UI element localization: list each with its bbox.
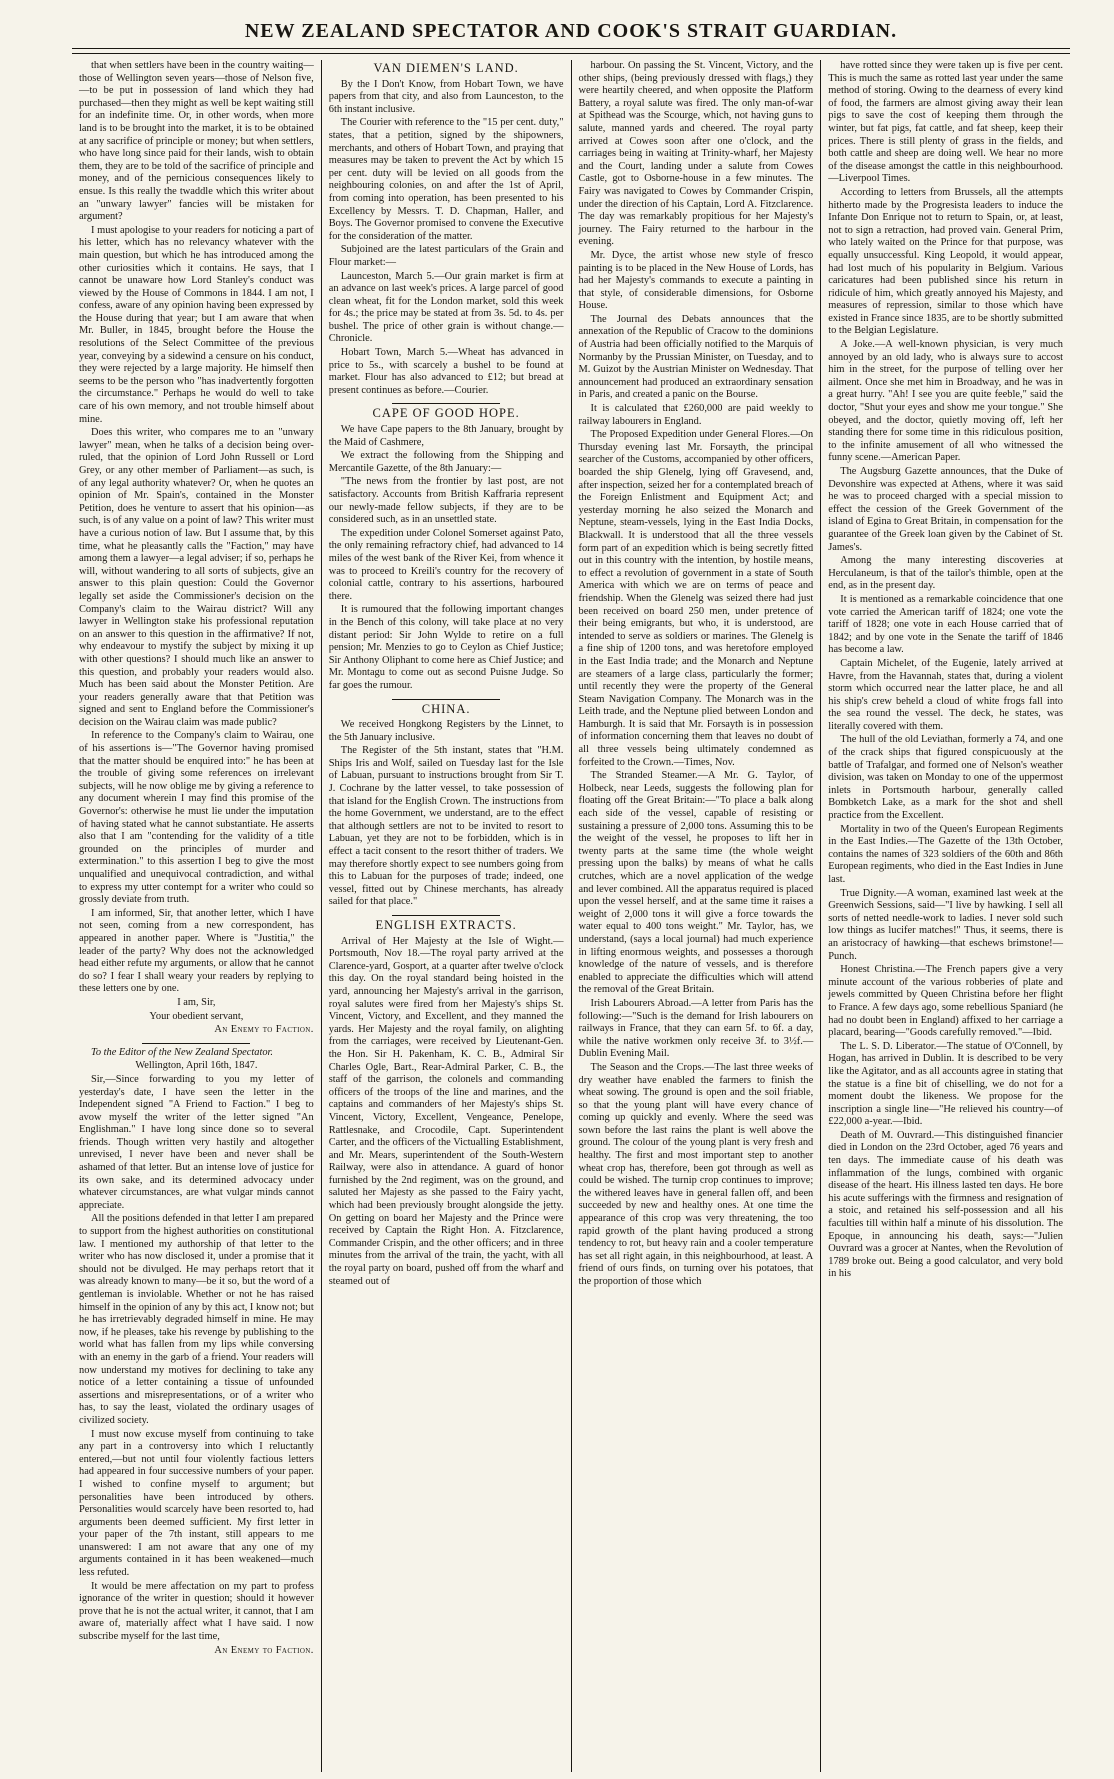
paragraph: It is mentioned as a remarkable coincidence that one vote carried the American tariff of 1824; one vote the tariff of 1828; one vote in each House carried that of 1842; and by one vote in the Senate the tariff of 1846 has become a law. (828, 593, 1063, 656)
paragraph: Honest Christina.—The French papers give a very minute account of the various robberies of plate and jewels committed by Queen Christina before her flight to France. A few days ago, some rebellious Spaniard (he had no doubt been in England) affixed to her carriage a placard, bearing—"Goods carefully removed."—Ibid. (828, 964, 1063, 1039)
paragraph: The Stranded Steamer.—A Mr. G. Taylor, of Holbeck, near Leeds, suggests the following plan for floating off the Great Britain:—"To place a balk along each side of the vessel, capable of resisting or sustaining a pressure of 2,000 tons. Assuming this to be the weight of the vessel, he proposes to lift her in twenty parts at the same time (the whole weight pressing upon the balks) by means of what he calls crutches, which are a novel application of the wedge and lever combined. All the apparatus required is placed upon the vessel herself, and at the same time it raises a weight of 2,000 tons it will give a force towards the water equal to 400 tons weight." Mr. Taylor, has, we understand, (says a local journal) had much experience in lifting enormous weights, and possesses a thorough knowledge of the nature of vessels, and is therefore enabled to appreciate the difficulties which will attend the removal of the Great Britain. (578, 770, 814, 996)
letter-signature: An Enemy to Faction. (214, 1024, 314, 1036)
paragraph: It is rumoured that the following important changes in the Bench of this colony, will take place at no very distant period: Sir John Wylde to retire on a full pension; Mr. Menzies to go to Ceylon as Chief Justice; Sir Anthony Oliphant to come here as Chief Justice; and Mr. Montagu to come out as second Puisne Judge. So far goes the rumour. (328, 604, 564, 691)
paragraph: In reference to the Company's claim to Wairau, one of his assertions is—"The Governor having promised that the matter should be enquired into:" he has been at the trouble of giving some references on irrelevant subjects, will he now oblige me by giving a reference to any document wherein I may find this promise of the Governor's: otherwise he must lie under the imputation of having stated what he cannot substantiate. He asserts also that I am "contending for the validity of a title grounded on the principles of murder and extermination." to this assertion I beg to give the most unqualified and unequivocal contradiction, and withal to express my utter contempt for a writer who could so grossly deviate from truth. (79, 730, 314, 906)
section-rule (142, 1043, 250, 1044)
paragraph: I must now excuse myself from continuing to take any part in a controversy into which I reluctantly entered,—but not until four violently factious letters had appeared in four successive numbers of your paper. I wished to confine myself to argument; but personalities have been introduced by others. Personalities would scarcely have been resorted to, had arguments been deemed sufficient. My first letter in your paper of the 7th instant, still appears to me unanswered: I am not aware that any one of my arguments contained in it has been weakened—much less refuted. (79, 1428, 314, 1579)
section-rule (392, 403, 500, 404)
paragraph: The Season and the Crops.—The last three weeks of dry weather have enabled the farmers to finish the wheat sowing. The ground is open and the soil friable, so that the young plant will have every chance of coming up quickly and evenly. Where the seed was sown before the last rains the plant is well above the ground. The colour of the young plant is very fresh and healthy. The first and most important step to another wheat crop has, therefore, been got through as well as could be wished. The turnip crop continues to improve; the withered leaves have in general fallen off, and been succeeded by new and healthy ones. At one time the appearance of this crop was very threatening, the too rapid growth of the plant having produced a strong tendency to rot, but heavy rain and a cooler temperature has set all right again, in this neighbourhood, at least. A friend of ours finds, on turning over his potatoes, that the proportion of those which (578, 1061, 814, 1287)
letter-signature: An Enemy to Faction. (214, 1644, 314, 1656)
paragraph: Hobart Town, March 5.—Wheat has advanced in price to 5s., with scarcely a bushel to be found at market. Flour has also advanced to £12; but bread at present continues as before.—Courier. (328, 347, 564, 396)
paragraph: Sir,—Since forwarding to you my letter of yesterday's date, I have seen the letter in the Independent signed "A Friend to Faction." I beg to avow myself the writer of the letter signed "An Englishman." I have long since done so to several friends. Though written very hastily and altogether unrevised, I never have been and never shall be ashamed of that letter. But an intense love of justice for its own sake, and its determined advocacy under whatever circumstances, are what vulgar minds cannot appreciate. (79, 1073, 314, 1211)
section-rule (392, 915, 500, 916)
paragraph: Irish Labourers Abroad.—A letter from Paris has the following:—"Such is the demand for Irish labourers on railways in France, that they can earn 5f. to 6f. a day, while the native workmen only receive 3f. to 3½f.—Dublin Evening Mail. (578, 997, 814, 1060)
paragraph: Captain Michelet, of the Eugenie, lately arrived at Havre, from the Havannah, states that, during a violent storm which occurred near the latter place, he and all his ship's crew beheld a cloud of white frogs fall into the sea round the vessel. The deck, he states, was literally covered with them. (828, 657, 1063, 732)
paragraph: It is calculated that £260,000 are paid weekly to railway labourers in England. (578, 403, 814, 427)
columns (72, 60, 1070, 1772)
section-rule (392, 699, 500, 700)
paragraph: "The news from the frontier by last post, are not satisfactory. Accounts from British Kaffraria represent our newly-made fellow subjects, if they are to be considered such, as in an unsettled state. (328, 476, 564, 526)
section-heading: ENGLISH EXTRACTS. (375, 918, 517, 932)
paragraph: According to letters from Brussels, all the attempts hitherto made by the Progresista leaders to induce the Infante Don Enrique not to return to Spain, or, at least, not to sign a retraction, had proved vain. General Prim, who lately waited on the Prince for that purpose, was equally unsuccessful. King Leopold, it would appear, had lost much of his popularity in Belgium. Various caricatures had been published since his return in ridicule of him, which greatly annoyed his Majesty, and measures of repression, similar to those which have existed in France since 1835, are to be shortly submitted to the Belgian Legislature. (828, 186, 1063, 337)
paragraph: Arrival of Her Majesty at the Isle of Wight.—Portsmouth, Nov 18.—The royal party arrived at the Clarence-yard, Gosport, at a quarter after twelve o'clock this day. On the royal standard being hoisted in the yard, announcing her Majesty's arrival in the garrison, royal salutes were fired from her Majesty's ships St. Vincent, Victory, and Excellent, and they manned the yards. Her Majesty and the royal family, on alighting from the carriages, were received by Lieutenant-Gen. the Hon. Sir H. Pakenham, K. C. B., Admiral Sir Charles Ogle, Bart., Rear-Admiral Parker, C. B., the staff of the garrison, the colonels and commanding officers of the troops of the line and marines, and the captains and commanders of her Majesty's ships St. Vincent, Victory, Excellent, Vengeance, Penelope, Rattlesnake, and Crocodile, Capt. Superintendent Carter, and the officers of the Victualling Establishment, and Mr. Mears, superintendent of the South-Western Railway, were also in attendance. A guard of honor furnished by the 2nd regiment, was on the ground, and saluted her Majesty as she passed to the Fairy yacht, which had been previously brought alongside the jetty. On getting on board her Majesty and the Prince were received by Captain the Right Hon. A. Fitzclarence, Commander Crispin, and the other officers; and in three minutes from the arrival of the train, the yacht, with all the royal party on board, pushed off from the wharf and steamed out of (328, 935, 564, 1287)
column-1 (72, 60, 321, 1772)
masthead-rule (72, 48, 1070, 54)
paragraph: The Augsburg Gazette announces, that the Duke of Devonshire was expected at Athens, where it was said he was to proceed charged with a special mission to effect the cession of the Greek Government of the island of Egina to Great Britain, in compensation for the guarantee of the Greek loan given by the Cabinet of St. James's. (828, 466, 1063, 553)
letter-address: To the Editor of the New Zealand Spectator. (91, 1046, 274, 1058)
paragraph: The L. S. D. Liberator.—The statue of O'Connell, by Hogan, has arrived in Dublin. It is described to be very like the Agitator, and as all accounts agree in stating that the statue is a fine bit of chiselling, we do not for a moment doubt the likeness. We propose for the inscription a single line—"He relieved his country—of £22,000 a-year.—Ibid. (828, 1040, 1063, 1128)
paragraph: A Joke.—A well-known physician, is very much annoyed by an old lady, who is always sure to accost him in the street, for the purpose of telling over her ailment. Once she met him in Broadway, and he was in a great hurry. "Ah! I see you are quite feeble," said the doctor, "Shut your eyes and show me your tongue." She obeyed, and the doctor, quietly moving off, left her standing there for some time in this ridiculous position, to the infinite amusement of all who witnessed the funny scene.—American Paper. (828, 339, 1063, 464)
paragraph: The Journal des Debats announces that the annexation of the Republic of Cracow to the dominions of Austria had been officially notified to the Marquis of Normanby by the Prussian Minister, on Tuesday, and to M. Guizot by the Austrian Minister on Wednesday. That announcement had produced an extraordinary sensation in Paris, and created a panic on the Bourse. (578, 313, 814, 401)
paragraph: It would be mere affectation on my part to profess ignorance of the writer in question; should it however prove that he is not the actual writer, it cannot, that I am aware of, materially affect what I have said. I now subscribe myself for the last time, (79, 1580, 314, 1643)
paragraph: Launceston, March 5.—Our grain market is firm at an advance on last week's prices. A large parcel of good clean wheat, fit for the London market, sold this week for 4s.; the price may be stated at from 3s. 5d. to 4s. per bushel. The price of other grain is without change.—Chronicle. (328, 270, 564, 345)
paragraph: harbour. On passing the St. Vincent, Victory, and the other ships, (being previously dressed with flags,) they were heartily cheered, and when opposite the Platform Battery, a royal salute was fired. The only man-of-war at Spithead was the Scourge, which, not having guns to salute, manned yards and cheered. The royal party arrived at Cowes soon after one o'clock, and the carriages being in waiting at Trinity-wharf, her Majesty and the Court, landing under a salute from Cowes Castle, got to Osborne-house in a few minutes. The Fairy was navigated to Cowes by Commander Crispin, under the direction of his Captain, Lord A. Fitzclarence. The day was remarkably propitious for her Majesty's journey. The Fairy returned to the harbour in the evening. (578, 60, 814, 248)
paragraph: We received Hongkong Registers by the Linnet, to the 5th January inclusive. (328, 719, 564, 743)
paragraph: Does this writer, who compares me to an "unwary lawyer" mean, when he talks of a decision being over-ruled, that the opinion of Lord John Russell or Lord Grey, or any other member of Parliament—as such, is of any legal authority whatever? Or, when he quotes an opinion of Mr. Spain's, contained in the Monster Petition, does he venture to assert that his opinion—as such, is of any value on a point of law? This writer must have a curious notion of law. But I assume that, by this time, what he pleasantly calls the "Faction," may have among them a lawyer—a legal adviser; if so, perhaps he will, without wandering to all sorts of subjects, give an answer to this plain question: Could the Governor legally set aside the Commissioner's decision on the Company's claim to the Wairau district? Will any lawyer in Wellington stake his professional reputation on an answer to this question in the affirmative? If not, why endeavour to mystify the subject by mixing it up with other questions? I should much like an answer to this question, and probably your readers would also. Much has been said about the Monster Petition. Are your readers generally aware that that Petition was signed and sent to England before the Commissioner's decision on the Wairau claim was made public? (79, 427, 314, 728)
paragraph: The expedition under Colonel Somerset against Pato, the only remaining refractory chief, had advanced to 14 miles of the west bank of the River Kei, from whence it was to proceed to Kreili's country for the recovery of colonial cattle, contrary to his assertions, harboured there. (328, 527, 564, 602)
paragraph: The Proposed Expedition under General Flores.—On Thursday evening last Mr. Forsayth, the principal searcher of the Customs, accompanied by other officers, boarded the ship Glenelg, lying off Gravesend, and, after inspection, seized her for a contemplated breach of the Foreign Enlistment and Equipment Act; and yesterday morning he also seized the Monarch and Neptune, steam-vessels, lying in the East India Docks, Blackwall. It is understood that all the three vessels form part of an expedition which is being secretly fitted out in this country with the intention, by hostile means, to effect a revolution of government in a state of South America with which we are on terms of peace and friendship. When the Glenelg was seized there had just been received on board 250 men, under pretence of their being emigrants, but who, it is understood, are intended to serve as soldiers or marines. The Glenelg is a fine ship of 1200 tons, and was heretofore employed in the East India trade; and the Monarch and Neptune are steamers of a large class, particularly the former; until recently they were the property of the General Steam Navigation Company. The Monarch was in the Leith trade, and the Neptune plied between London and Hamburgh. It is said that Mr. Forsayth is in possession of information concerning them that leaves no doubt of all three vessels being ultimately condemned as forfeited to the Crown.—Times, Nov. (578, 429, 814, 768)
letter-closing: Your obedient servant, (149, 1010, 244, 1022)
paragraph: Among the many interesting discoveries at Herculaneum, is that of the tailor's thimble, open at the end, as in the present day. (828, 555, 1063, 592)
paragraph: Mortality in two of the Queen's European Regiments in the East Indies.—The Gazette of the 13th October, contains the names of 323 soldiers of the 60th and 86th European regiments, who died in the East Indies in June last. (828, 823, 1063, 885)
column-2 (321, 60, 571, 1772)
paragraph: The hull of the old Leviathan, formerly a 74, and one of the crack ships that figured conspicuously at the battle of Trafalgar, and formed one of Nelson's weather division, was taken on Monday to one of the uppermost inlets in Portsmouth harbour, generally called Bombketch Lake, as a mark for the shot and shell practice from the Excellent. (828, 734, 1063, 822)
paragraph: The Courier with reference to the "15 per cent. duty," states, that a petition, signed by the shipowners, merchants, and others of Hobart Town, and praying that measures may be taken to prevent the Act by which 15 per cent. duty will be levied on all goods from the neighbouring colonies, on and after the 1st of April, from coming into operation, has been presented to his Excellency by Messrs. T. D. Chapman, Haller, and Boys. The Governor promised to convene the Executive for the consideration of the matter. (328, 117, 564, 242)
letter-dateline: Wellington, April 16th, 1847. (135, 1060, 258, 1072)
paragraph: Death of M. Ouvrard.—This distinguished financier died in London on the 23rd October, aged 76 years and ten days. The immediate cause of his death was inflammation of the lungs, combined with organic disease of the heart. His illness lasted ten days. He bore his acute sufferings with the firmness and resignation of a stoic, and retained his self-possession and all his faculties till within half a minute of his dissolution. The Epoque, in announcing his death, says:—"Julien Ouvrard was a grocer at Nantes, when the Revolution of 1789 broke out. Being a good calculator, and very bold in his (828, 1129, 1063, 1280)
paragraph: Subjoined are the latest particulars of the Grain and Flour market:— (328, 244, 564, 268)
section-heading: CAPE OF GOOD HOPE. (372, 406, 520, 421)
column-4 (820, 60, 1070, 1772)
paragraph: We extract the following from the Shipping and Mercantile Gazette, of the 8th January:— (328, 450, 564, 474)
section-heading: CHINA. (421, 701, 471, 716)
paragraph: All the positions defended in that letter I am prepared to support from the highest authorities on constitutional law. I mentioned my authorship of that letter to the writer who has now disclosed it, under a promise that it should not be divulged. He may perhaps retort that it was already known to many—be it so, but the word of a gentleman is inviolable. Whether or not he has raised himself in the opinion of any by this act, I know not; but he has irretrievably degraded himself in mine. He may now, if he pleases, take his revenge by publishing to the world what has fallen from my lips while conversing with an enemy in the garb of a friend. Your readers will now understand my motives for declining to take any notice of a letter containing a tissue of unfounded assertions and misrepresentations, or of a writer who has, to say the least, violated the ordinary usages of civilized society. (79, 1213, 314, 1426)
paragraph: have rotted since they were taken up is five per cent. This is much the same as rotted last year under the same method of storing. Owing to the dearness of every kind of food, the farmers are almost giving away their lean pigs to save the cost of keeping them through the winter, but fat pigs, fat cattle, and fat sheep, keep their prices. There is still plenty of grass in the fields, and both cattle and sheep are doing well. We hear no more of the disease amongst the cattle in this neighbourhood.—Liverpool Times. (828, 60, 1063, 185)
column-3 (571, 60, 821, 1772)
paragraph: True Dignity.—A woman, examined last week at the Greenwich Sessions, said—"I live by hawking. I sell all sorts of netted needle-work to ladies. I never sold such low things as lucifer matches!" Thus, it seems, there is an aristocracy of hawking—that eschews brimstone!—Punch. (828, 887, 1063, 962)
paragraph: Mr. Dyce, the artist whose new style of fresco painting is to be placed in the New House of Lords, has had her Majesty's commands to execute a painting in that style, of considerable dimensions, for Osborne House. (578, 249, 814, 312)
masthead: NEW ZEALAND SPECTATOR AND COOK'S STRAIT GUARDIAN. (244, 20, 898, 42)
section-heading: VAN DIEMEN'S LAND. (373, 61, 519, 75)
paragraph: that when settlers have been in the country waiting—those of Wellington seven years—those of Nelson five,—to be put in possession of land which they had purchased—then they might as well be kept waiting still for an indefinite time. Or, in other words, when more land is to be brought into the market, it is to be obtained at any sacrifice of principle or money; but when settlers, who have long since paid for their lands, wish to obtain them, they are to be told of the sacrifice of principle and money, and of the pernicious consequences likely to ensue. Is this really the twaddle which this writer about an "unwary lawyer" fancies will be mistaken for argument? (79, 60, 314, 223)
paragraph: We have Cape papers to the 8th January, brought by the Maid of Cashmere, (328, 424, 564, 448)
paragraph: I must apologise to your readers for noticing a part of his letter, which has no relevancy whatever with the main question, but which he has introduced among the other curiosities which it contains. He says, that I cannot be unaware how Lord Stanley's conduct was viewed by the House of Commons in 1844. I am not, I confess, aware of any opinion having been expressed by the House during that year; but I am aware that when Mr. Buller, in 1845, brought before the House the resolutions of the Select Committee of the previous year, conveying by a sidewind a censure on his conduct, they were rejected by a large majority. He himself then seems to be the person who "has inadvertently forgotten the circumstance." Perhaps he would do well to take care of his own memory, and not trouble himself about mine. (79, 224, 314, 425)
letter-closing: I am, Sir, (177, 996, 216, 1008)
paragraph: By the I Don't Know, from Hobart Town, we have papers from that city, and also from Launceston, to the 6th instant inclusive. (328, 78, 564, 115)
paragraph: I am informed, Sir, that another letter, which I have not seen, coming from a new correspondent, has appeared in another paper. Where is "Justitia," the leader of the party? Why does not the acknowledged head either refute my arguments, or allow that he cannot do so? I fear I shall weary your readers by replying to these letters one by one. (79, 907, 314, 995)
paragraph: The Register of the 5th instant, states that "H.M. Ships Iris and Wolf, sailed on Tuesday last for the Isle of Labuan, pursuant to instructions brought from Sir T. J. Cochrane by the latter vessel, to take possession of that island for the English Crown. The instructions from the home Government, we understand, are to the effect that although settlers are not to be invited to resort to Labuan, yet they are not to be forbidden, which is in effect a tacit consent to the resort thither of traders. We may therefore shortly expect to see numbers going from this to Labuan for the purposes of trade; indeed, one vessel, fitted out by Chinese merchants, has already sailed for that place." (328, 745, 564, 908)
